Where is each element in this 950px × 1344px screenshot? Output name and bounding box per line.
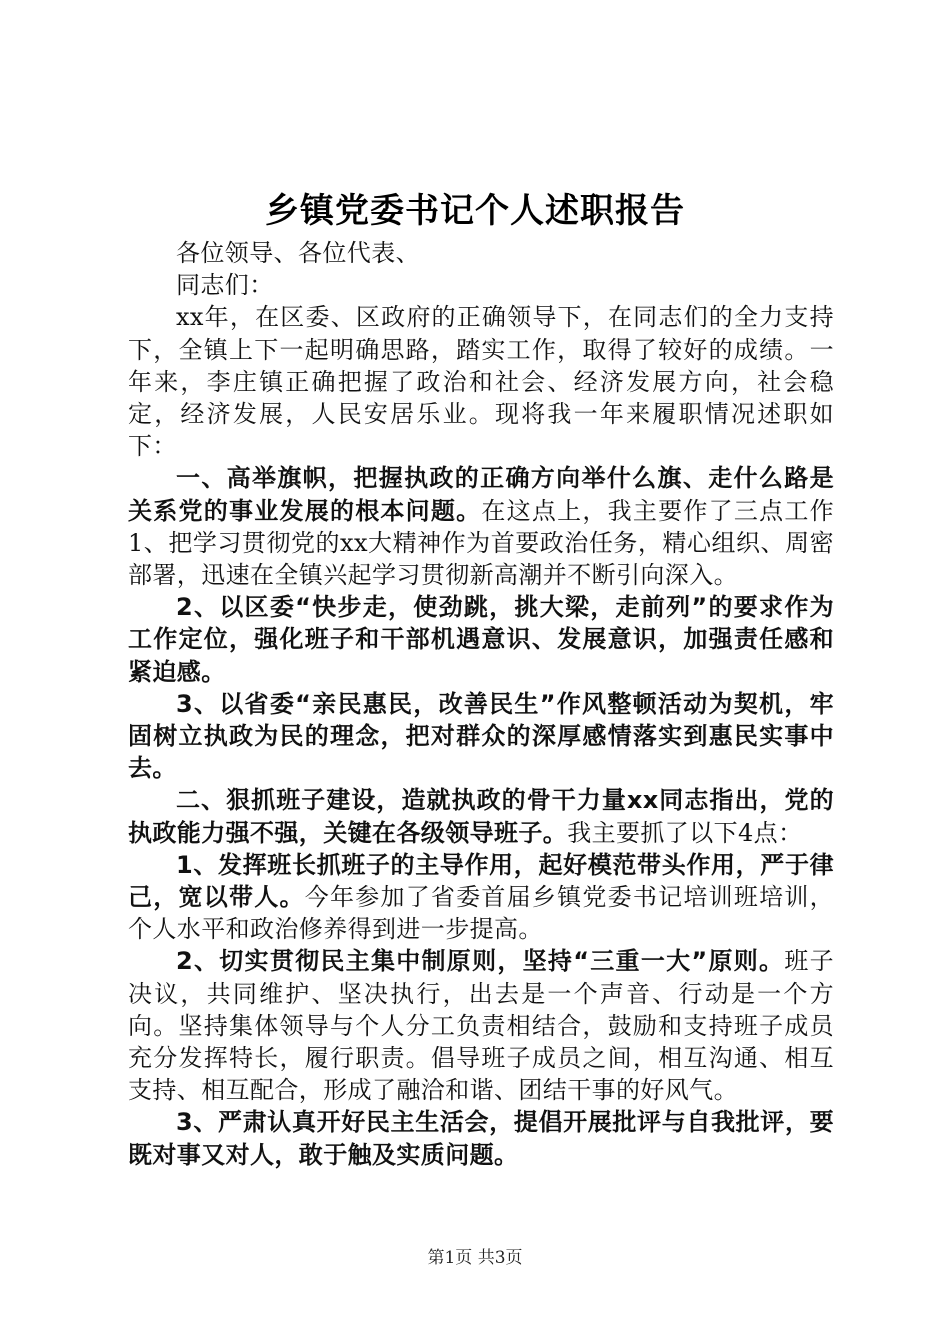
document-body [128, 237, 834, 1171]
document-title: 乡镇党委书记个人述职报告 [265, 191, 685, 231]
section-2-paragraph [128, 784, 834, 848]
section-2-point-2-text: 班子决议，共同维护、坚决执行，出去是一个声音、行动是一个方向。坚持集体领导与个人分工负责相结合，鼓励和支持班子成员充分发挥特长，履行职责。倡导班子成员之间，相互沟通、相互支持、相互配合，形成了融洽和谐、团结干事的好风气。 [128, 947, 834, 1105]
intro-paragraph: xx年，在区委、区政府的正确领导下，在同志们的全力支持下，全镇上下一起明确思路，踏实工作，取得了较好的成绩。一年来，李庄镇正确把握了政治和社会、经济发展方向，社会稳定，经济发展，人民安居乐业。现将我一年来履职情况述职如下： [128, 303, 834, 461]
section-2-point-2-heading: 2、切实贯彻民主集中制原则，坚持“三重一大”原则。 [176, 947, 785, 976]
section-2-point-2 [128, 945, 834, 1106]
salutation-line-2: 同志们： [176, 271, 274, 300]
section-2-point-1-heading: 1、发挥班长抓班子的主导作用，起好模范带头作用，严于律己，宽以带人。 [128, 850, 834, 912]
section-2-point-3: 3、严肃认真开好民主生活会，提倡开展批评与自我批评，要既对事又对人，敢于触及实质问题。 [128, 1108, 834, 1169]
section-1-text: 在这点上，我主要作了三点工作1、把学习贯彻党的xx大精神作为首要政治任务，精心组织、周密部署，迅速在全镇兴起学习贯彻新高潮并不断引向深入。 [128, 496, 834, 590]
section-2-point-1 [128, 849, 834, 946]
section-1-paragraph [128, 462, 834, 591]
section-1-heading: 一、高举旗帜，把握执政的正确方向举什么旗、走什么路是关系党的事业发展的根本问题。 [128, 464, 834, 525]
section-1-point-2: 2、以区委“快步走，使劲跳，挑大梁，走前列”的要求作为工作定位，强化班子和干部机遇意识、发展意识，加强责任感和紧迫感。 [128, 593, 834, 686]
section-2-point-1-text: 今年参加了省委首届乡镇党委书记培训班培训，个人水平和政治修养得到进一步提高。 [128, 883, 834, 944]
salutation-line-1: 各位领导、各位代表、 [176, 239, 420, 267]
page-footer: 第1页 共3页 [427, 1248, 523, 1268]
section-2-text: 我主要抓了以下4点： [567, 818, 803, 847]
section-1-point-3: 3、以省委“亲民惠民，改善民生”作风整顿活动为契机，牢固树立执政为民的理念，把对群众的深厚感情落实到惠民实事中去。 [128, 689, 834, 783]
section-2-heading: 二、狠抓班子建设，造就执政的骨干力量xx同志指出，党的执政能力强不强，关键在各级领导班子。 [128, 786, 834, 847]
